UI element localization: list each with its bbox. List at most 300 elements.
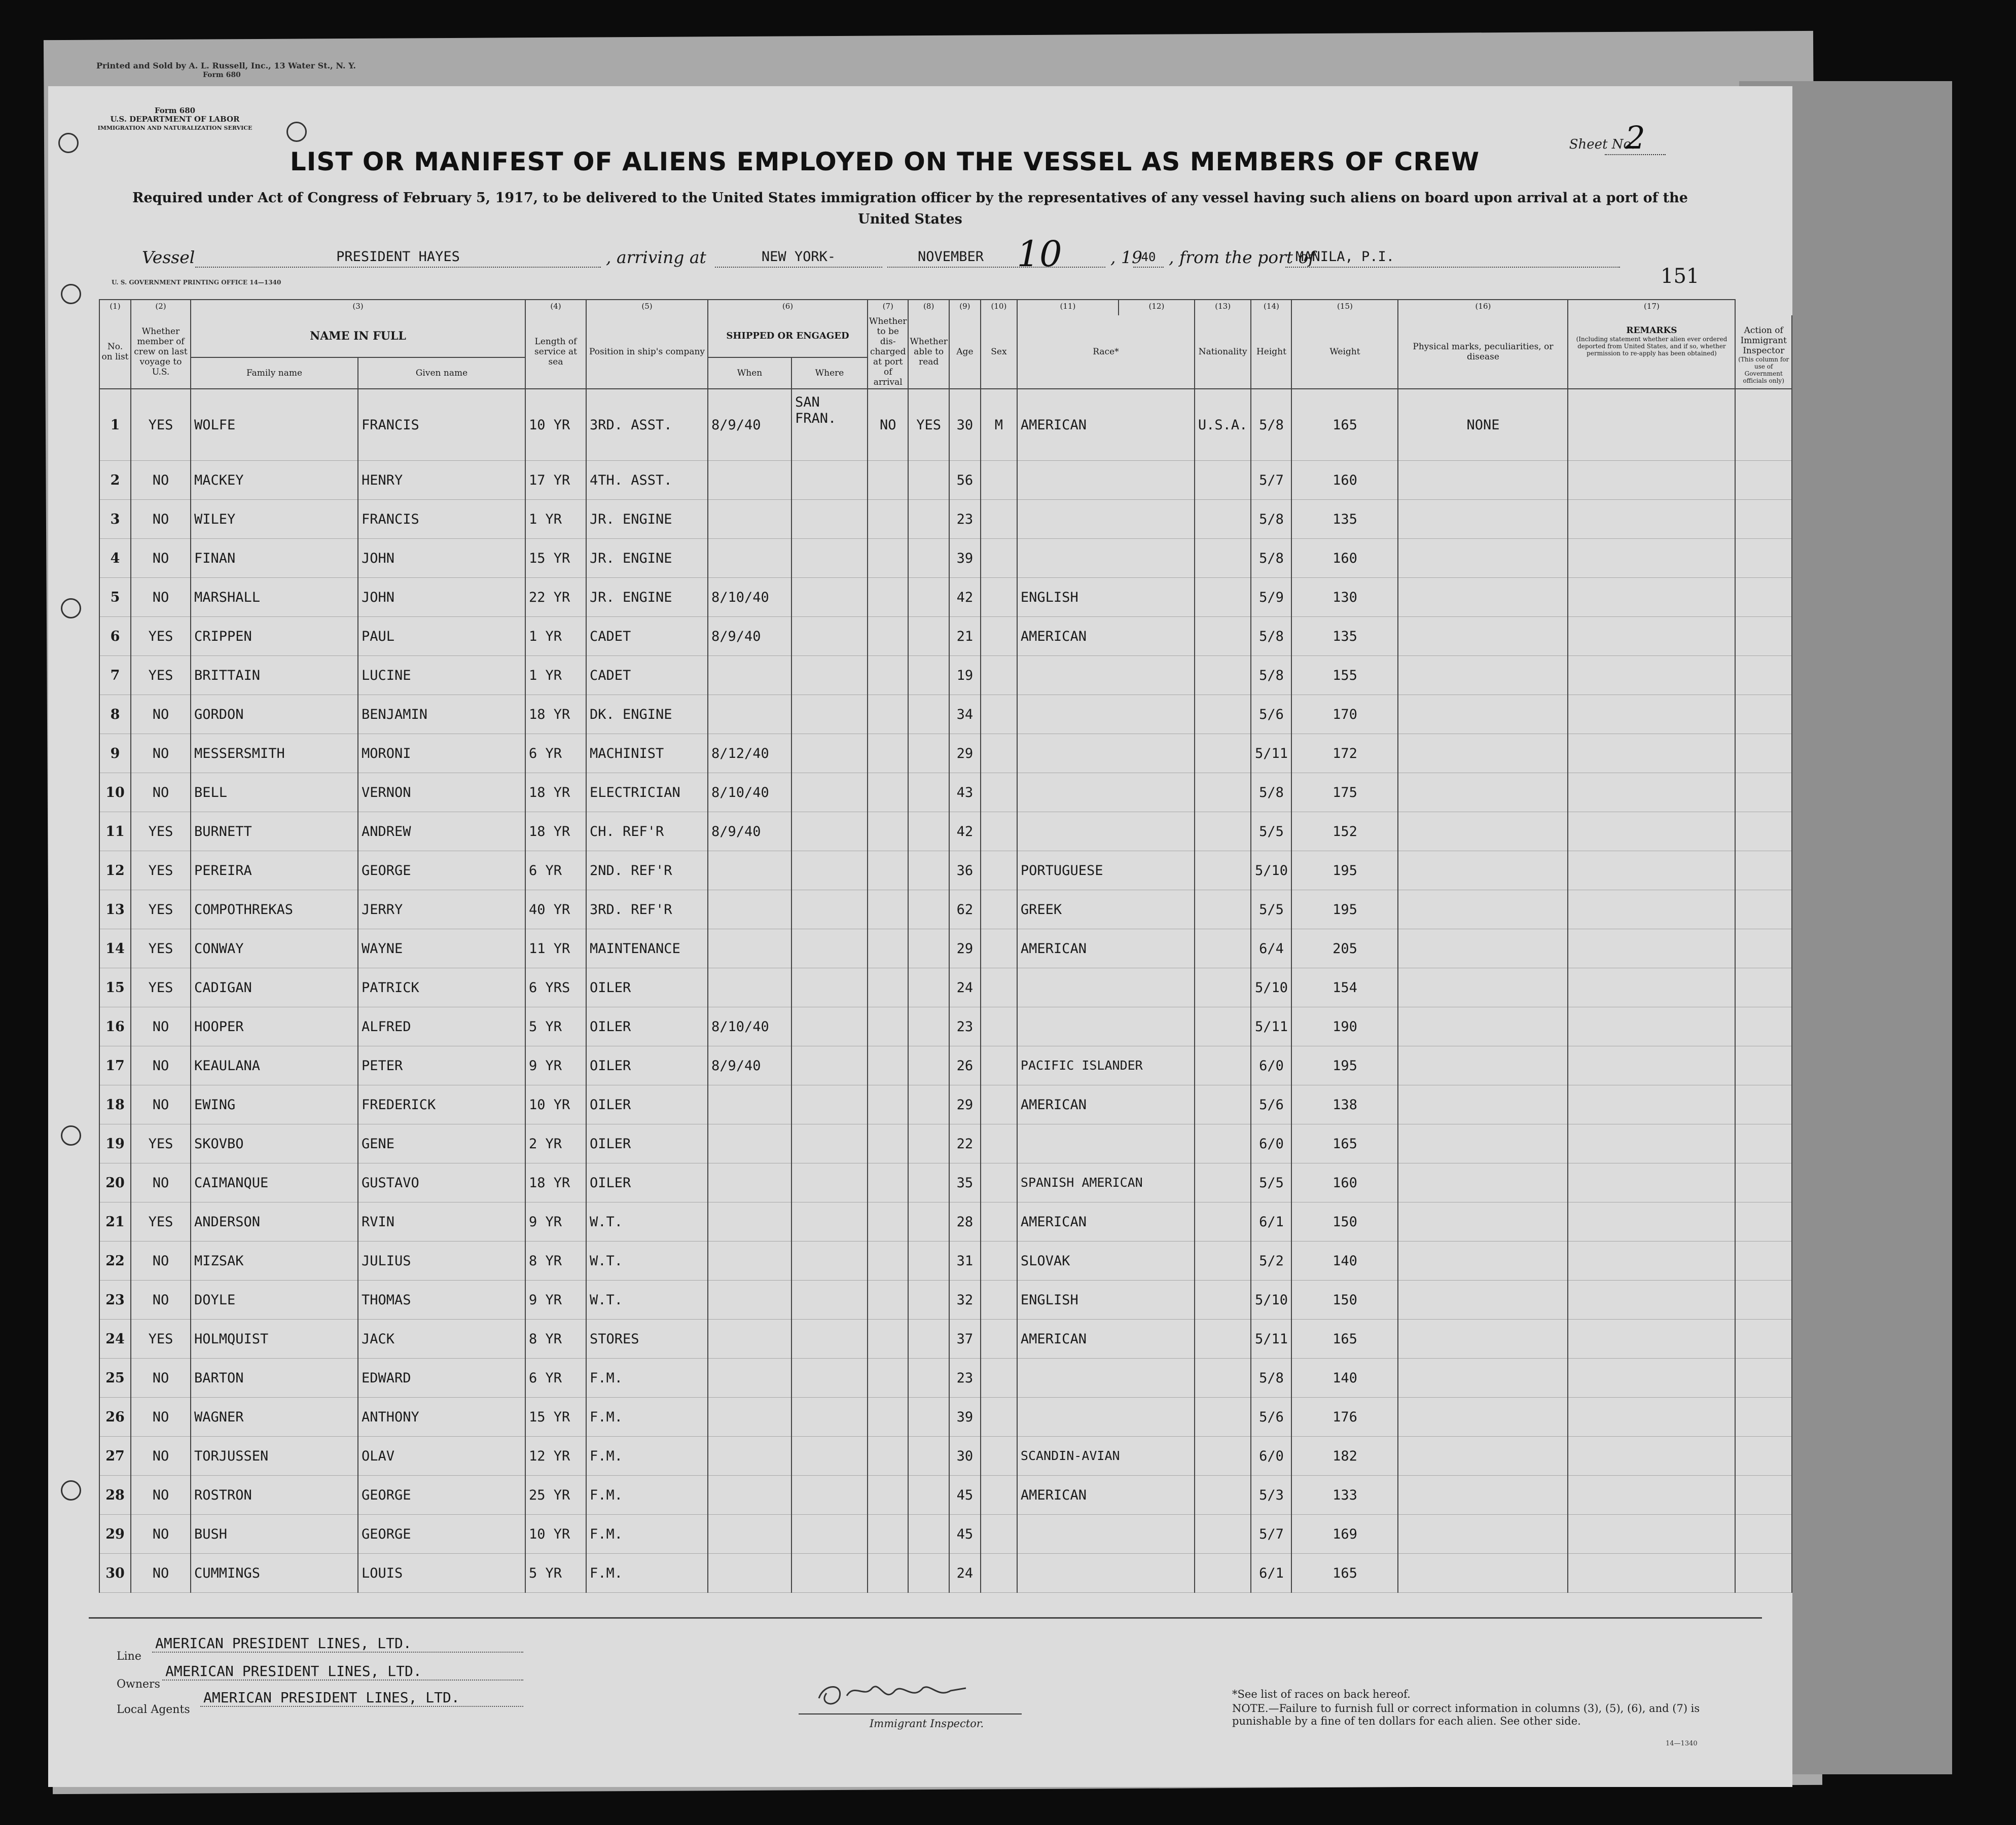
remarks-note: (Including statement whether alien ever ordered deported from United States, and if so, whether permission to re-apply has been obtained): [1576, 336, 1727, 357]
table-row: [99, 968, 1792, 1007]
header-row-1: [99, 315, 1792, 357]
crew-able-to-read: [908, 500, 949, 539]
crew-age: 23: [949, 1359, 981, 1398]
crew-given-name: VERNON: [358, 773, 525, 812]
crew-physical-marks: [1398, 695, 1568, 734]
crew-physical-marks: [1398, 1437, 1568, 1476]
crew-discharged: [868, 929, 908, 968]
crew-remarks: [1568, 890, 1735, 929]
crew-remarks: [1568, 773, 1735, 812]
crew-service-length: 8 YR: [525, 1242, 586, 1281]
colnum-12: (12): [1119, 300, 1195, 315]
crew-position: ELECTRICIAN: [586, 773, 708, 812]
header-shipped-engaged: SHIPPED OR ENGAGED: [708, 315, 868, 357]
crew-number: 15: [99, 968, 131, 1007]
crew-discharged: [868, 578, 908, 617]
crew-number: 5: [99, 578, 131, 617]
table-row: [99, 1398, 1792, 1437]
crew-service-length: 6 YR: [525, 851, 586, 890]
crew-shipped-when: 8/10/40: [708, 1007, 791, 1046]
header-when: When: [708, 357, 791, 389]
colnum-7: (7): [868, 300, 908, 315]
table-row: [99, 1359, 1792, 1398]
crew-shipped-where: [791, 1124, 868, 1163]
arrival-month: NOVEMBER: [887, 247, 1105, 268]
crew-number: 21: [99, 1202, 131, 1242]
crew-shipped-when: [708, 1320, 791, 1359]
crew-nationality: [1195, 968, 1251, 1007]
crew-race: ENGLISH: [1017, 1281, 1195, 1320]
crew-nationality: [1195, 1281, 1251, 1320]
crew-shipped-when: 8/9/40: [708, 1046, 791, 1085]
crew-remarks: [1568, 656, 1735, 695]
crew-service-length: 8 YR: [525, 1320, 586, 1359]
crew-last-voyage: NO: [131, 695, 191, 734]
crew-height: 5/10: [1251, 1281, 1291, 1320]
crew-given-name: FRANCIS: [358, 500, 525, 539]
crew-age: 23: [949, 1007, 981, 1046]
crew-inspector-action: [1735, 812, 1792, 851]
header-action: [1735, 315, 1792, 389]
crew-service-length: 17 YR: [525, 461, 586, 500]
crew-race: AMERICAN: [1017, 929, 1195, 968]
crew-height: 5/6: [1251, 695, 1291, 734]
crew-age: 42: [949, 578, 981, 617]
crew-shipped-when: [708, 1359, 791, 1398]
crew-shipped-where: [791, 1163, 868, 1202]
crew-discharged: [868, 1202, 908, 1242]
crew-shipped-when: [708, 1554, 791, 1593]
crew-shipped-where: [791, 1554, 868, 1593]
crew-family-name: CUMMINGS: [191, 1554, 358, 1593]
inspector-signature: [799, 1668, 1022, 1714]
crew-shipped-where: [791, 656, 868, 695]
crew-remarks: [1568, 617, 1735, 656]
crew-height: 5/5: [1251, 1163, 1291, 1202]
table-row: [99, 656, 1792, 695]
header-sex: Sex: [981, 315, 1017, 389]
crew-position: F.M.: [586, 1398, 708, 1437]
crew-inspector-action: [1735, 539, 1792, 578]
crew-weight: 140: [1291, 1242, 1398, 1281]
service-name: IMMIGRATION AND NATURALIZATION SERVICE: [97, 125, 253, 131]
crew-physical-marks: [1398, 1554, 1568, 1593]
crew-position: F.M.: [586, 1515, 708, 1554]
crew-last-voyage: YES: [131, 968, 191, 1007]
crew-age: 30: [949, 389, 981, 461]
crew-race: [1017, 1515, 1195, 1554]
crew-position: F.M.: [586, 1437, 708, 1476]
crew-nationality: [1195, 1202, 1251, 1242]
crew-given-name: GENE: [358, 1124, 525, 1163]
colnum-6: (6): [708, 300, 868, 315]
crew-age: 35: [949, 1163, 981, 1202]
crew-given-name: OLAV: [358, 1437, 525, 1476]
crew-family-name: BARTON: [191, 1359, 358, 1398]
crew-number: 1: [99, 389, 131, 461]
crew-service-length: 9 YR: [525, 1046, 586, 1085]
crew-remarks: [1568, 1085, 1735, 1124]
crew-height: 5/9: [1251, 578, 1291, 617]
crew-position: W.T.: [586, 1242, 708, 1281]
colnum-11: (11): [1017, 300, 1119, 315]
crew-number: 9: [99, 734, 131, 773]
crew-last-voyage: NO: [131, 773, 191, 812]
crew-given-name: PETER: [358, 1046, 525, 1085]
crew-sex: [981, 1007, 1017, 1046]
crew-inspector-action: [1735, 1242, 1792, 1281]
header-able-to-read: Whether able to read: [908, 315, 949, 389]
crew-given-name: ANDREW: [358, 812, 525, 851]
crew-service-length: 2 YR: [525, 1124, 586, 1163]
crew-shipped-when: [708, 500, 791, 539]
crew-nationality: [1195, 1124, 1251, 1163]
crew-sex: [981, 1281, 1017, 1320]
crew-age: 37: [949, 1320, 981, 1359]
crew-number: 29: [99, 1515, 131, 1554]
crew-sex: [981, 1476, 1017, 1515]
crew-height: 5/8: [1251, 539, 1291, 578]
header-length-of-service: Length of service at sea: [525, 315, 586, 389]
crew-number: 24: [99, 1320, 131, 1359]
crew-given-name: PAUL: [358, 617, 525, 656]
crew-position: 3RD. ASST.: [586, 389, 708, 461]
crew-last-voyage: NO: [131, 539, 191, 578]
crew-discharged: [868, 890, 908, 929]
crew-shipped-when: 8/10/40: [708, 578, 791, 617]
crew-physical-marks: [1398, 617, 1568, 656]
crew-height: 6/1: [1251, 1554, 1291, 1593]
crew-last-voyage: NO: [131, 1046, 191, 1085]
crew-able-to-read: [908, 461, 949, 500]
crew-inspector-action: [1735, 968, 1792, 1007]
crew-shipped-when: [708, 1281, 791, 1320]
table-row: [99, 461, 1792, 500]
crew-service-length: 6 YRS: [525, 968, 586, 1007]
crew-remarks: [1568, 578, 1735, 617]
crew-last-voyage: YES: [131, 812, 191, 851]
crew-inspector-action: [1735, 1320, 1792, 1359]
crew-number: 12: [99, 851, 131, 890]
crew-age: 39: [949, 1398, 981, 1437]
crew-nationality: [1195, 851, 1251, 890]
crew-race: PORTUGUESE: [1017, 851, 1195, 890]
vessel-name: PRESIDENT HAYES: [195, 247, 601, 268]
crew-number: 23: [99, 1281, 131, 1320]
crew-remarks: [1568, 1046, 1735, 1085]
crew-shipped-when: [708, 851, 791, 890]
crew-nationality: [1195, 500, 1251, 539]
crew-family-name: CONWAY: [191, 929, 358, 968]
year-prefix: , 19: [1110, 247, 1142, 267]
crew-shipped-when: [708, 461, 791, 500]
crew-family-name: HOLMQUIST: [191, 1320, 358, 1359]
crew-sex: [981, 1359, 1017, 1398]
crew-nationality: [1195, 656, 1251, 695]
crew-sex: [981, 1437, 1017, 1476]
crew-discharged: [868, 1163, 908, 1202]
crew-last-voyage: YES: [131, 1320, 191, 1359]
crew-remarks: [1568, 1242, 1735, 1281]
colnum-17: (17): [1568, 300, 1735, 315]
table-row: [99, 1046, 1792, 1085]
crew-physical-marks: [1398, 890, 1568, 929]
crew-shipped-when: 8/9/40: [708, 617, 791, 656]
table-row: [99, 929, 1792, 968]
crew-inspector-action: [1735, 695, 1792, 734]
crew-position: MAINTENANCE: [586, 929, 708, 968]
crew-age: 30: [949, 1437, 981, 1476]
crew-shipped-when: [708, 1085, 791, 1124]
crew-remarks: [1568, 1163, 1735, 1202]
crew-sex: [981, 851, 1017, 890]
crew-physical-marks: [1398, 539, 1568, 578]
crew-height: 5/5: [1251, 812, 1291, 851]
crew-weight: 195: [1291, 851, 1398, 890]
crew-discharged: [868, 773, 908, 812]
crew-shipped-where: [791, 773, 868, 812]
crew-able-to-read: [908, 812, 949, 851]
crew-physical-marks: [1398, 578, 1568, 617]
crew-shipped-where: [791, 1359, 868, 1398]
crew-shipped-when: [708, 1515, 791, 1554]
crew-given-name: EDWARD: [358, 1359, 525, 1398]
table-row: [99, 1163, 1792, 1202]
crew-service-length: 18 YR: [525, 1163, 586, 1202]
crew-remarks: [1568, 461, 1735, 500]
crew-height: 5/5: [1251, 890, 1291, 929]
crew-shipped-where: SAN FRAN.: [791, 389, 868, 461]
crew-family-name: MESSERSMITH: [191, 734, 358, 773]
crew-weight: 169: [1291, 1515, 1398, 1554]
crew-position: OILER: [586, 968, 708, 1007]
crew-shipped-where: [791, 1085, 868, 1124]
crew-race: SCANDIN-AVIAN: [1017, 1437, 1195, 1476]
crew-inspector-action: [1735, 1202, 1792, 1242]
crew-number: 28: [99, 1476, 131, 1515]
crew-number: 6: [99, 617, 131, 656]
crew-shipped-where: [791, 1242, 868, 1281]
crew-race: [1017, 968, 1195, 1007]
crew-sex: [981, 1202, 1017, 1242]
crew-inspector-action: [1735, 929, 1792, 968]
crew-age: 45: [949, 1476, 981, 1515]
crew-nationality: [1195, 695, 1251, 734]
local-agents-value: AMERICAN PRESIDENT LINES, LTD.: [200, 1689, 523, 1707]
crew-race: SPANISH AMERICAN: [1017, 1163, 1195, 1202]
header-where: Where: [791, 357, 868, 389]
crew-discharged: [868, 539, 908, 578]
crew-nationality: [1195, 461, 1251, 500]
crew-discharged: [868, 1554, 908, 1593]
crew-age: 29: [949, 1085, 981, 1124]
header-height: Height: [1251, 315, 1291, 389]
crew-position: JR. ENGINE: [586, 578, 708, 617]
crew-weight: 175: [1291, 773, 1398, 812]
crew-height: 5/6: [1251, 1398, 1291, 1437]
crew-inspector-action: [1735, 1124, 1792, 1163]
crew-sex: [981, 695, 1017, 734]
crew-discharged: [868, 1398, 908, 1437]
crew-age: 21: [949, 617, 981, 656]
crew-shipped-where: [791, 1320, 868, 1359]
colnum-9: (9): [949, 300, 981, 315]
header-family-name: Family name: [191, 357, 358, 389]
crew-inspector-action: [1735, 500, 1792, 539]
crew-height: 5/8: [1251, 773, 1291, 812]
crew-number: 20: [99, 1163, 131, 1202]
crew-discharged: [868, 1476, 908, 1515]
crew-race: [1017, 695, 1195, 734]
crew-number: 7: [99, 656, 131, 695]
line-value: AMERICAN PRESIDENT LINES, LTD.: [152, 1635, 523, 1653]
crew-last-voyage: NO: [131, 1242, 191, 1281]
crew-last-voyage: YES: [131, 656, 191, 695]
crew-last-voyage: YES: [131, 890, 191, 929]
crew-shipped-when: [708, 1124, 791, 1163]
table-row: [99, 812, 1792, 851]
crew-family-name: BURNETT: [191, 812, 358, 851]
crew-number: 22: [99, 1242, 131, 1281]
crew-nationality: [1195, 1359, 1251, 1398]
crew-height: 6/1: [1251, 1202, 1291, 1242]
crew-family-name: BUSH: [191, 1515, 358, 1554]
crew-shipped-where: [791, 1046, 868, 1085]
crew-race: [1017, 656, 1195, 695]
crew-given-name: ANTHONY: [358, 1398, 525, 1437]
crew-sex: [981, 539, 1017, 578]
crew-nationality: [1195, 1320, 1251, 1359]
crew-age: 29: [949, 929, 981, 968]
races-note: *See list of races on back hereof.: [1232, 1688, 1411, 1700]
crew-weight: 135: [1291, 617, 1398, 656]
crew-given-name: JOHN: [358, 578, 525, 617]
crew-position: MACHINIST: [586, 734, 708, 773]
crew-shipped-where: [791, 812, 868, 851]
crew-position: CH. REF'R: [586, 812, 708, 851]
crew-able-to-read: [908, 1085, 949, 1124]
crew-service-length: 6 YR: [525, 734, 586, 773]
crew-able-to-read: YES: [908, 389, 949, 461]
crew-shipped-when: 8/9/40: [708, 812, 791, 851]
crew-shipped-when: [708, 656, 791, 695]
crew-able-to-read: [908, 890, 949, 929]
crew-nationality: [1195, 1515, 1251, 1554]
crew-height: 6/0: [1251, 1046, 1291, 1085]
crew-service-length: 5 YR: [525, 1007, 586, 1046]
crew-shipped-where: [791, 1476, 868, 1515]
crew-last-voyage: NO: [131, 1163, 191, 1202]
crew-height: 5/6: [1251, 1085, 1291, 1124]
header-race: Race*: [1017, 315, 1195, 389]
crew-shipped-where: [791, 461, 868, 500]
crew-family-name: GORDON: [191, 695, 358, 734]
crew-race: [1017, 1124, 1195, 1163]
crew-family-name: HOOPER: [191, 1007, 358, 1046]
crew-service-length: 6 YR: [525, 1359, 586, 1398]
crew-shipped-when: [708, 1202, 791, 1242]
crew-remarks: [1568, 734, 1735, 773]
crew-height: 5/8: [1251, 500, 1291, 539]
crew-remarks: [1568, 1007, 1735, 1046]
crew-discharged: [868, 1359, 908, 1398]
crew-discharged: [868, 812, 908, 851]
crew-shipped-where: [791, 890, 868, 929]
penalty-note: NOTE.—Failure to furnish full or correct information in columns (3), (5), (6), and (7) is punishable by a fine of ten dollars for each alien. See other side.: [1232, 1702, 1700, 1727]
colnum-10: (10): [981, 300, 1017, 315]
crew-given-name: GEORGE: [358, 1476, 525, 1515]
colnum-5: (5): [586, 300, 708, 315]
department-name: U.S. DEPARTMENT OF LABOR: [110, 115, 240, 124]
crew-last-voyage: NO: [131, 1359, 191, 1398]
punch-hole: [61, 598, 81, 618]
crew-height: 5/8: [1251, 656, 1291, 695]
crew-weight: 176: [1291, 1398, 1398, 1437]
crew-physical-marks: [1398, 1398, 1568, 1437]
crew-position: OILER: [586, 1163, 708, 1202]
owners-value: AMERICAN PRESIDENT LINES, LTD.: [162, 1663, 523, 1681]
crew-family-name: CADIGAN: [191, 968, 358, 1007]
crew-service-length: 22 YR: [525, 578, 586, 617]
crew-able-to-read: [908, 1163, 949, 1202]
crew-race: [1017, 461, 1195, 500]
crew-service-length: 10 YR: [525, 1515, 586, 1554]
crew-shipped-where: [791, 851, 868, 890]
from-port-label: , from the port of: [1169, 247, 1315, 267]
crew-last-voyage: YES: [131, 617, 191, 656]
crew-family-name: CRIPPEN: [191, 617, 358, 656]
printer-form-number: Form 680: [203, 71, 241, 79]
crew-service-length: 1 YR: [525, 500, 586, 539]
crew-discharged: [868, 500, 908, 539]
crew-race: AMERICAN: [1017, 389, 1195, 461]
crew-inspector-action: [1735, 578, 1792, 617]
crew-number: 4: [99, 539, 131, 578]
crew-shipped-when: [708, 890, 791, 929]
crew-shipped-where: [791, 1515, 868, 1554]
arriving-label: , arriving at: [606, 247, 706, 267]
crew-remarks: [1568, 1202, 1735, 1242]
crew-weight: 165: [1291, 1320, 1398, 1359]
crew-nationality: [1195, 1554, 1251, 1593]
crew-inspector-action: [1735, 461, 1792, 500]
crew-number: 25: [99, 1359, 131, 1398]
crew-physical-marks: [1398, 1163, 1568, 1202]
table-row: [99, 1085, 1792, 1124]
table-row: [99, 851, 1792, 890]
line-label: Line: [117, 1650, 141, 1663]
crew-sex: M: [981, 389, 1017, 461]
crew-weight: 152: [1291, 812, 1398, 851]
crew-number: 14: [99, 929, 131, 968]
crew-able-to-read: [908, 656, 949, 695]
crew-sex: [981, 1163, 1017, 1202]
owners-label: Owners: [117, 1678, 160, 1691]
crew-shipped-where: [791, 1007, 868, 1046]
crew-age: 29: [949, 734, 981, 773]
crew-sex: [981, 734, 1017, 773]
crew-age: 39: [949, 539, 981, 578]
crew-physical-marks: [1398, 1320, 1568, 1359]
crew-shipped-where: [791, 1202, 868, 1242]
crew-inspector-action: [1735, 1515, 1792, 1554]
crew-service-length: 12 YR: [525, 1437, 586, 1476]
crew-physical-marks: [1398, 500, 1568, 539]
crew-physical-marks: [1398, 1476, 1568, 1515]
crew-weight: 160: [1291, 539, 1398, 578]
crew-physical-marks: [1398, 1281, 1568, 1320]
crew-physical-marks: [1398, 968, 1568, 1007]
